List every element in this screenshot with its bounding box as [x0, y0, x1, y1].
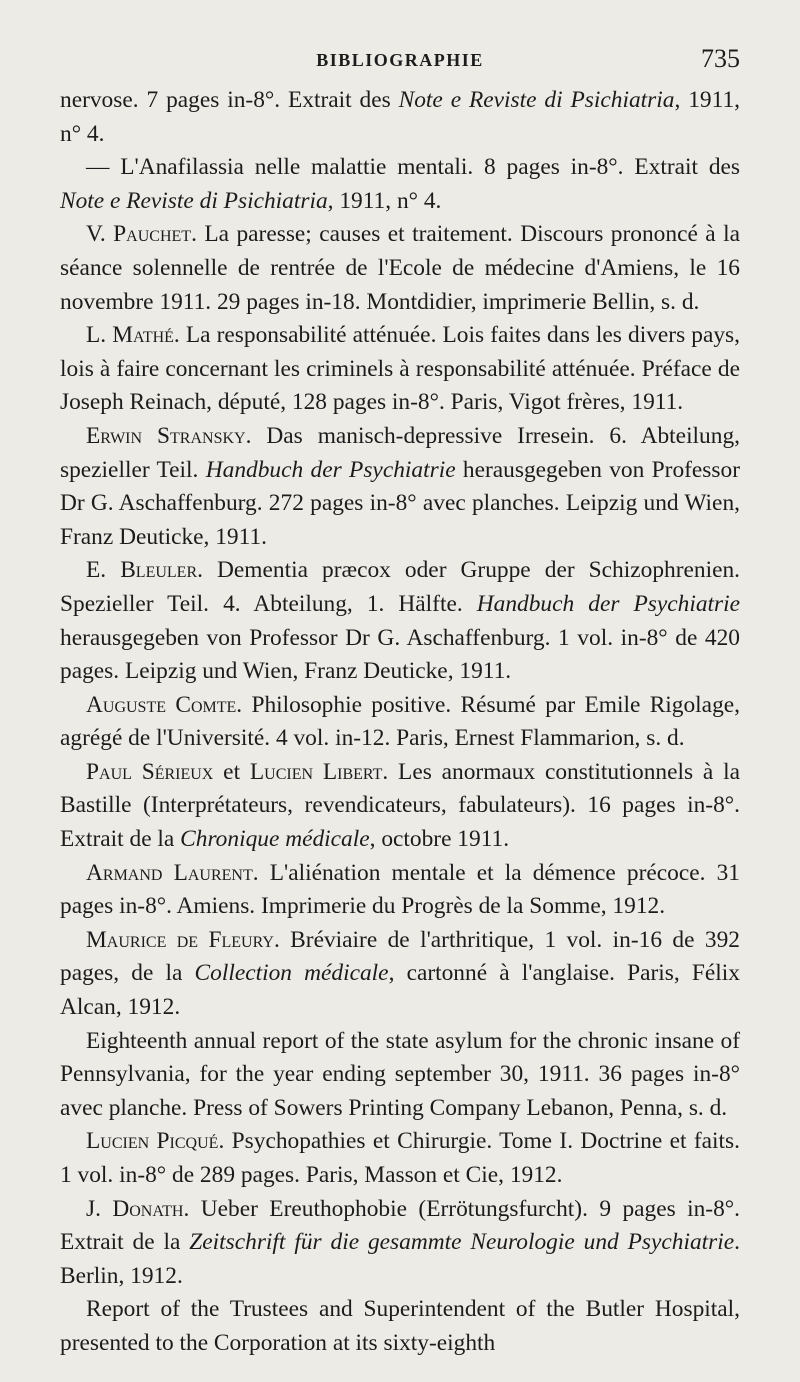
entry-text: . L'aliénation mentale et la démence précoce. 31 pages in-8°. Amiens. Imprimerie du Progrès de la Somme, 1912.: [60, 859, 740, 920]
entry-text: . La responsabilité atténuée. Lois faites dans les divers pays, lois à faire concernant les criminels à responsabilité atténuée. Préface de Joseph Reinach, député, 128 pages in-8°. Paris, Vigot frères, 1911.: [60, 322, 740, 416]
italic-title: Note e Reviste di Psichiatria: [398, 87, 675, 113]
entry-text: . Philosophie positive. Résumé par Emile Rigolage, agrégé de l'Université. 4 vol. in-12. Paris, Ernest Flammarion, s. d.: [60, 691, 740, 752]
entry-text: . Das manisch-depressive Irresein. 6. Abteilung, spezieller Teil.: [60, 422, 740, 483]
bibliography-entry: [60, 756, 740, 857]
author-name: L. Mathé: [86, 322, 174, 349]
running-head: BIBLIOGRAPHIE: [316, 50, 484, 70]
page-number: 735: [701, 44, 740, 73]
italic-title: Zeitschrift für die gesammte Neurologie und Psychiatrie: [189, 1229, 735, 1256]
author-name: Maurice de Fleury: [86, 926, 274, 953]
entry-text: . Les anormaux constitutionnels à la Bastille (Interprétateurs, revendicateurs, fabulateurs). 16 pages in-8°. Extrait de la: [60, 758, 740, 853]
bibliography-entry: [60, 857, 740, 924]
bibliography-entry: [60, 554, 740, 688]
entry-text: — L'Anafilassia nelle malattie mentali. 8 pages in-8°. Extrait des: [86, 154, 740, 181]
author-name: J. Donath: [86, 1195, 184, 1222]
entry-text: et: [213, 758, 250, 785]
italic-title: Handbuch der Psychiatrie: [205, 456, 456, 483]
entry-text: . Psychopathies et Chirurgie. Tome I. Doctrine et faits. 1 vol. in-8° de 289 pages. Paris, Masson et Cie, 1912.: [60, 1128, 740, 1188]
entry-text: nervose. 7 pages in-8°. Extrait des: [60, 87, 399, 113]
bibliography-entry: [60, 1193, 740, 1294]
bibliography-entry: [60, 1293, 740, 1360]
bibliography-entry: [60, 218, 740, 319]
entry-text: . Bréviaire de l'arthritique, 1 vol. in-16 de 392 pages, de la: [60, 926, 740, 987]
author-name: Armand Laurent: [86, 859, 253, 886]
entry-text: Eighteenth annual report of the state asylum for the chronic insane of Pennsylvania, for the year ending september 30, 1911. 36 pages in-8° avec planche. Press of Sowers Printing Company Lebanon, Penna, s. d.: [60, 1027, 740, 1121]
italic-title: Handbuch der Psychiatrie: [476, 590, 740, 617]
bibliography-entry: [60, 689, 740, 756]
italic-title: Note e Reviste di Psichiatria: [60, 187, 328, 214]
bibliography-text: [60, 84, 740, 1361]
entry-text: . Dementia præcox oder Gruppe der Schizophrenien. Spezieller Teil. 4. Abteilung, 1. Hälfte.: [60, 557, 741, 617]
author-name: Erwin Stransky: [86, 422, 246, 449]
entry-text: , octobre 1911.: [369, 826, 510, 853]
entry-text: herausgegeben von Professor Dr G. Aschaffenburg. 1 vol. in-8° de 420 pages. Leipzig und Wien, Franz Deuticke, 1911.: [60, 624, 740, 685]
author-name: Paul Sérieux: [86, 758, 214, 785]
bibliography-entry: [60, 1025, 740, 1126]
italic-title: Collection médicale: [194, 960, 389, 987]
author-name: Auguste Comte: [86, 691, 237, 718]
entry-text: . La paresse; causes et traitement. Discours prononcé à la séance solennelle de rentrée de l'Ecole de médecine d'Amiens, le 16 novembre 1911. 29 pages in-18. Montdidier, imprimerie Bellin, s. d.: [60, 221, 740, 315]
author-name: E. Bleuler: [86, 557, 198, 584]
entry-text: , 1911, n° 4.: [60, 87, 740, 147]
entry-text: . Berlin, 1912.: [60, 1229, 740, 1289]
bibliography-entry: [60, 420, 740, 554]
bibliography-entry: [60, 924, 740, 1025]
author-name: Lucien Picqué: [86, 1128, 219, 1155]
bibliography-entry: [60, 84, 740, 151]
entry-text: , 1911, n° 4.: [327, 187, 442, 214]
entry-text: Report of the Trustees and Superintendent of the Butler Hospital, presented to the Corporation at its sixty-eighth: [60, 1296, 740, 1356]
bibliography-entry: [60, 1125, 740, 1192]
page-header: [60, 44, 740, 78]
entry-text: , cartonné à l'anglaise. Paris, Félix Alcan, 1912.: [60, 960, 740, 1021]
bibliography-entry: [60, 151, 740, 218]
author-name: Lucien Libert: [249, 758, 383, 785]
italic-title: Chronique médicale: [180, 826, 370, 853]
entry-text: herausgegeben von Professor Dr G. Aschaffenburg. 272 pages in-8° avec planches. Leipzig und Wien, Franz Deuticke, 1911.: [60, 456, 740, 550]
author-name: V. Pauchet: [86, 221, 192, 248]
bibliography-entry: [60, 319, 740, 420]
entry-text: . Ueber Ereuthophobie (Errötungsfurcht). 9 pages in-8°. Extrait de la: [60, 1195, 740, 1256]
